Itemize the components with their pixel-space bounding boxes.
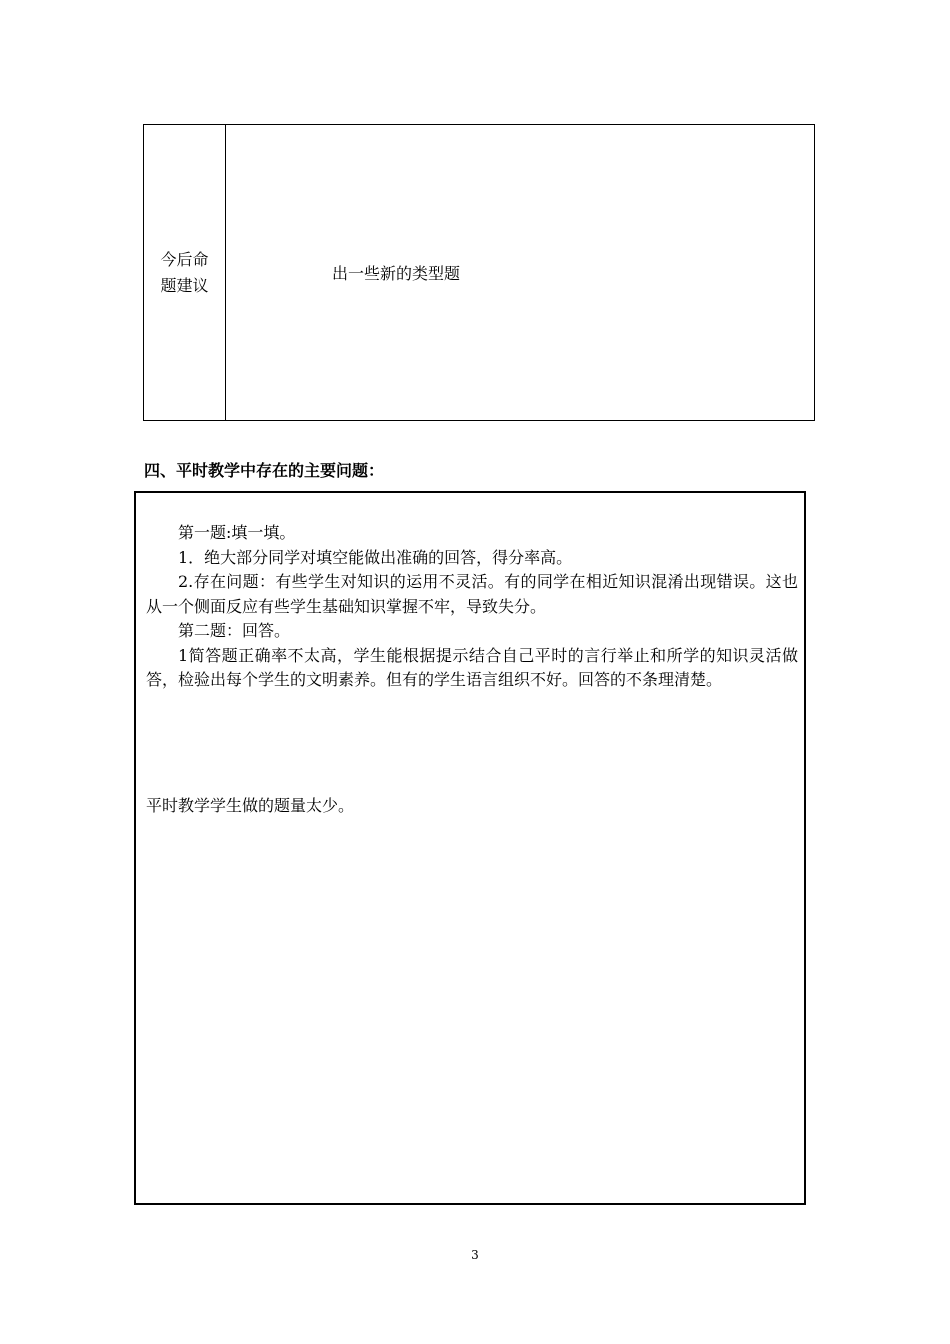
section-four-heading: 四、平时教学中存在的主要问题： [144, 461, 385, 480]
problem-paragraph-3: 2.存在问题：有些学生对知识的运用不灵活。有的同学在相近知识混淆出现错误。这也从一个侧面反应有些学生基础知识掌握不牢，导致失分。 [146, 572, 798, 616]
problem-paragraph-4: 第二题：回答。 [178, 621, 291, 640]
problem-summary: 平时教学学生做的题量太少。 [146, 796, 355, 815]
problems-box [134, 491, 806, 1205]
suggestion-content-text: 出一些新的类型题 [332, 264, 461, 283]
suggestion-content-cell [226, 125, 815, 421]
problem-paragraph-2: 1．绝大部分同学对填空能做出准确的回答，得分率高。 [178, 547, 573, 567]
suggestion-label-line1: 今后命 [160, 249, 209, 269]
page-number: 3 [471, 1248, 479, 1262]
suggestion-label-cell [144, 125, 226, 421]
problem-paragraph-1: 第一题:填一填。 [178, 523, 296, 542]
suggestion-table [143, 124, 815, 421]
problem-paragraph-5: 1简答题正确率不太高，学生能根据提示结合自己平时的言行举止和所学的知识灵活做答，检验出每个学生的文明素养。但有的学生语言组织不好。回答的不条理清楚。 [146, 645, 798, 689]
suggestion-label-line2: 题建议 [160, 275, 209, 295]
problems-body [146, 521, 798, 693]
